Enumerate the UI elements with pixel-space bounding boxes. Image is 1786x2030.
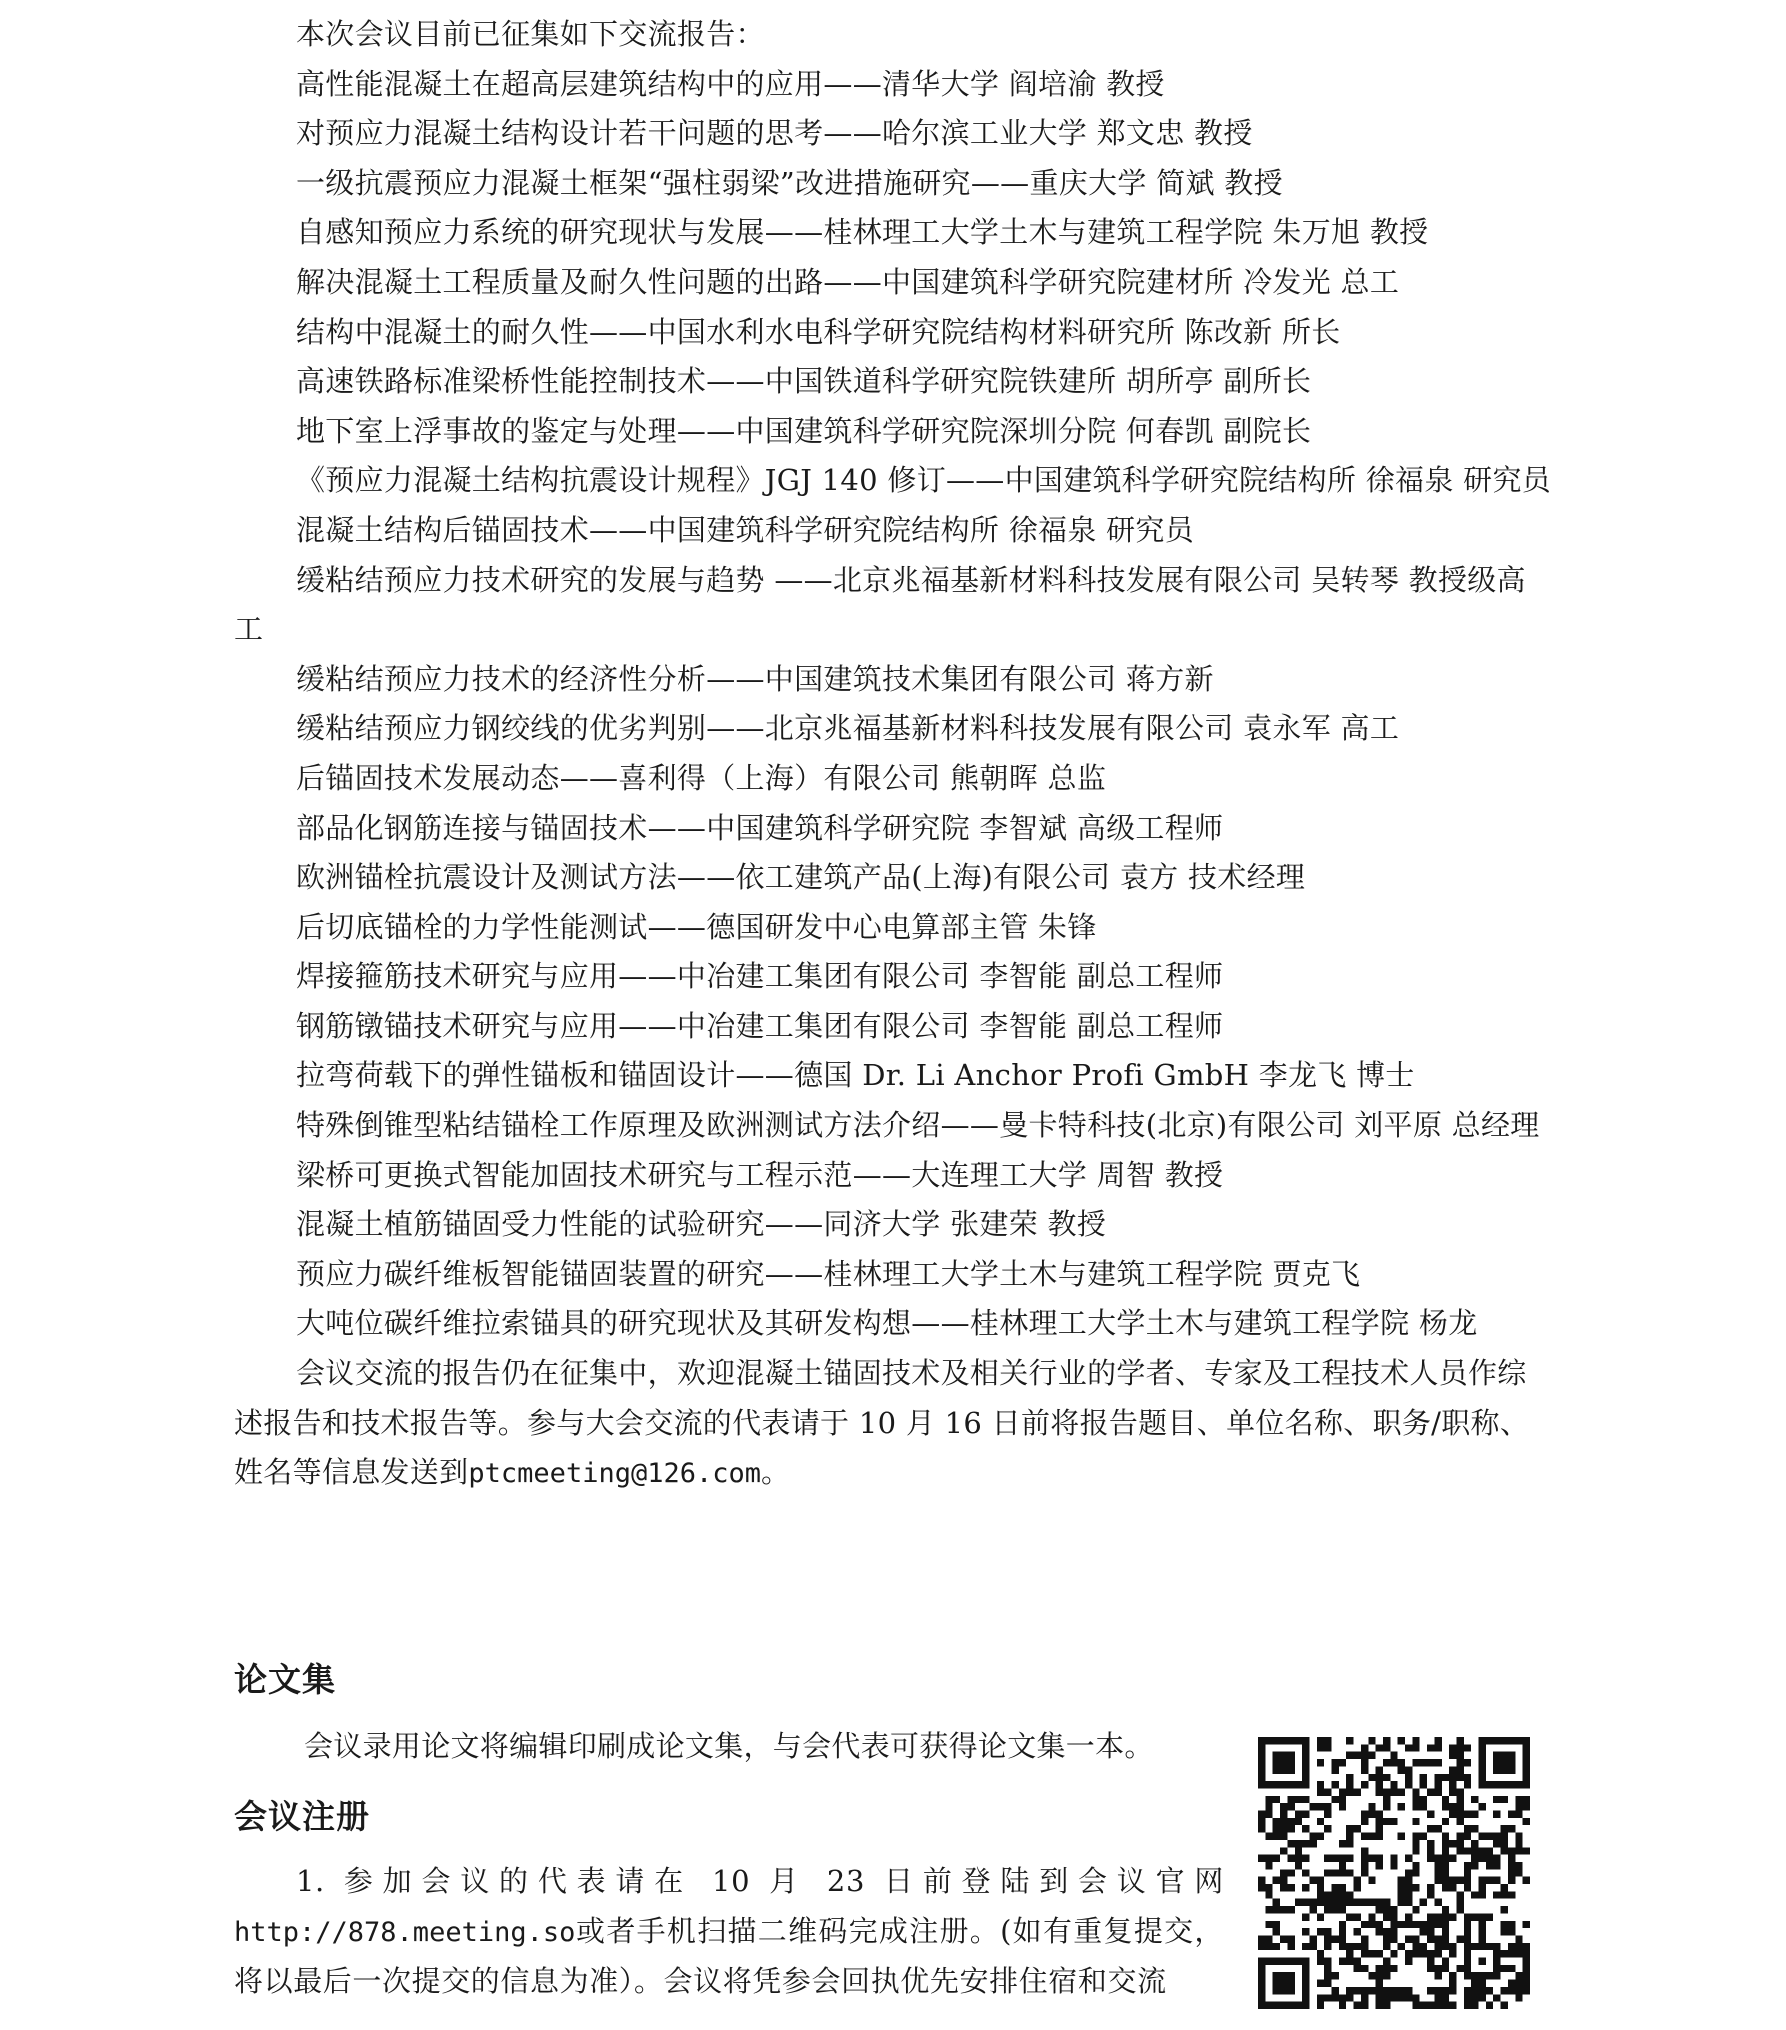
- report-item: 混凝土结构后锚固技术——中国建筑科学研究院结构所 徐福泉 研究员: [296, 512, 1195, 547]
- qr-code-image: [1258, 1737, 1530, 2009]
- report-item: 后切底锚栓的力学性能测试——德国研发中心电算部主管 朱锋: [296, 909, 1097, 944]
- call-for-reports-text: 会议交流的报告仍在征集中，欢迎混凝土锚固技术及相关行业的学者、专家及工程技术人员作综述报告和技术报告等。参与大会交流的代表请于 10 月 16 日前将报告题目、单位名称、职务/职称、姓名等信息发送到: [234, 1356, 1530, 1490]
- registration-text-rest: 或者手机扫描二维码完成注册。(如有重复提交，将以最后一次提交的信息为准）。会议将凭参会回执优先安排住宿和交流: [234, 1913, 1224, 1999]
- report-item: 欧洲锚栓抗震设计及测试方法——依工建筑产品(上海)有限公司 袁方 技术经理: [296, 860, 1306, 895]
- report-item: 《预应力混凝土结构抗震设计规程》JGJ 140 修订——中国建筑科学研究院结构所 徐福泉 研究员: [296, 463, 1552, 498]
- report-item: 混凝土植筋锚固受力性能的试验研究——同济大学 张建荣 教授: [296, 1207, 1107, 1242]
- call-for-reports-end: 。: [761, 1455, 791, 1490]
- report-list-intro: 本次会议目前已征集如下交流报告：: [296, 17, 765, 51]
- report-item: 自感知预应力系统的研究现状与发展——桂林理工大学土木与建筑工程学院 朱万旭 教授: [296, 215, 1429, 250]
- report-item: 对预应力混凝土结构设计若干问题的思考——哈尔滨工业大学 郑文忠 教授: [296, 116, 1253, 151]
- report-item: 部品化钢筋连接与锚固技术——中国建筑科学研究院 李智斌 高级工程师: [296, 810, 1224, 845]
- report-item: 拉弯荷载下的弹性锚板和锚固设计——德国 Dr. Li Anchor Profi GmbH 李龙飞 博士: [296, 1058, 1415, 1093]
- registration-url-link[interactable]: http://878.meeting.so: [234, 1916, 576, 1948]
- contact-email[interactable]: ptcmeeting@126.com: [468, 1458, 762, 1490]
- registration-heading: 会议注册: [234, 1797, 370, 1836]
- registration-qr-code: [1258, 1737, 1530, 2009]
- report-item: 预应力碳纤维板智能锚固装置的研究——桂林理工大学土木与建筑工程学院 贾克飞: [296, 1256, 1361, 1291]
- registration-text-start: 1. 参加会议的代表请在 10 月 23 日前登陆到会议官网: [296, 1864, 1224, 1898]
- report-item: 梁桥可更换式智能加固技术研究与工程示范——大连理工大学 周智 教授: [296, 1157, 1224, 1192]
- report-item: 结构中混凝土的耐久性——中国水利水电科学研究院结构材料研究所 陈改新 所长: [296, 314, 1341, 349]
- report-item: 地下室上浮事故的鉴定与处理——中国建筑科学研究院深圳分院 何春凯 副院长: [296, 413, 1312, 448]
- report-item: 高性能混凝土在超高层建筑结构中的应用——清华大学 阎培渝 教授: [296, 66, 1165, 101]
- report-item: 焊接箍筋技术研究与应用——中冶建工集团有限公司 李智能 副总工程师: [296, 959, 1224, 994]
- report-item: 钢筋镦锚技术研究与应用——中冶建工集团有限公司 李智能 副总工程师: [296, 1008, 1224, 1043]
- report-item: 缓粘结预应力技术的经济性分析——中国建筑技术集团有限公司 蒋方新: [296, 661, 1214, 696]
- papers-text: 会议录用论文将编辑印刷成论文集，与会代表可获得论文集一本。: [304, 1729, 1154, 1763]
- call-for-reports: [234, 1349, 1554, 1499]
- report-list: [234, 10, 1554, 1499]
- report-item: 特殊倒锥型粘结锚栓工作原理及欧洲测试方法介绍——曼卡特科技(北京)有限公司 刘平原 总经理: [296, 1108, 1540, 1143]
- papers-heading: 论文集: [234, 1660, 336, 1699]
- report-item: 大吨位碳纤维拉索锚具的研究现状及其研发构想——桂林理工大学土木与建筑工程学院 杨龙: [296, 1306, 1478, 1341]
- report-item: 缓粘结预应力技术研究的发展与趋势 ——北京兆福基新材料科技发展有限公司 吴转琴 教授级高工: [234, 562, 1526, 647]
- report-item: 一级抗震预应力混凝土框架“强柱弱梁”改进措施研究——重庆大学 简斌 教授: [296, 165, 1283, 200]
- report-item: 后锚固技术发展动态——喜利得（上海）有限公司 熊朝晖 总监: [296, 760, 1107, 795]
- report-item: 解决混凝土工程质量及耐久性问题的出路——中国建筑科学研究院建材所 冷发光 总工: [296, 264, 1400, 299]
- report-item: 缓粘结预应力钢绞线的优劣判别——北京兆福基新材料科技发展有限公司 袁永军 高工: [296, 711, 1400, 746]
- report-item: 高速铁路标准梁桥性能控制技术——中国铁道科学研究院铁建所 胡所亭 副所长: [296, 364, 1312, 399]
- registration-text: [234, 1857, 1224, 2007]
